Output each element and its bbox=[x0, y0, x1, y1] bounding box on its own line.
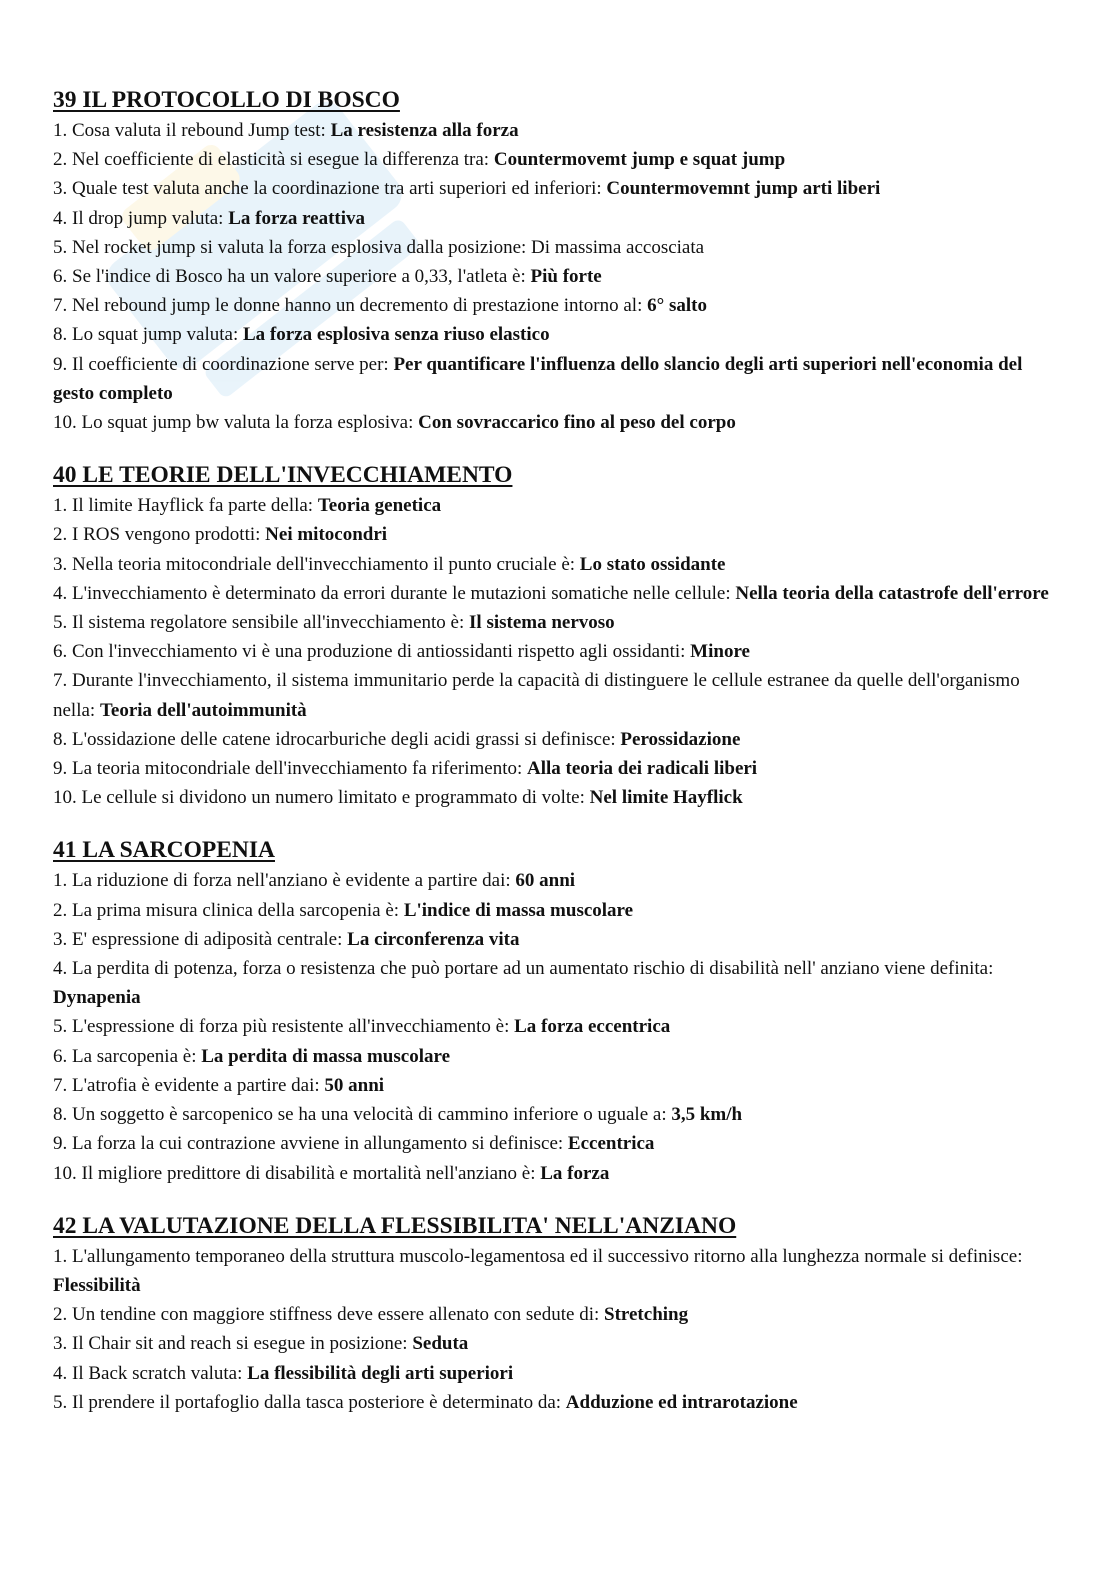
answer-text: Nel limite Hayflick bbox=[589, 787, 743, 809]
answer-text: Per quantificare l'influenza dello slancio degli arti superiori nell'economia del gesto completo bbox=[53, 353, 1023, 404]
question-text: 3. Nella teoria mitocondriale dell'invecchiamento il punto cruciale è: bbox=[53, 553, 580, 575]
answer-text: Nella teoria della catastrofe dell'errore bbox=[735, 582, 1049, 604]
question-item bbox=[53, 291, 1063, 320]
question-text: 2. I ROS vengono prodotti: bbox=[53, 524, 266, 546]
question-item bbox=[53, 1159, 1063, 1188]
question-text: 7. Nel rebound jump le donne hanno un decremento di prestazione intorno al: bbox=[53, 295, 648, 317]
section-42 bbox=[53, 1210, 1063, 1417]
question-item bbox=[53, 579, 1063, 608]
question-item bbox=[53, 866, 1063, 895]
question-item bbox=[53, 320, 1063, 349]
question-item bbox=[53, 896, 1063, 925]
question-item bbox=[53, 1129, 1063, 1158]
section-title: 39 IL PROTOCOLLO DI BOSCO bbox=[53, 87, 400, 113]
question-item bbox=[53, 491, 1063, 520]
question-item bbox=[53, 666, 1063, 724]
answer-text: Teoria genetica bbox=[317, 495, 442, 517]
question-text: 6. Con l'invecchiamento vi è una produzione di antiossidanti rispetto agli ossidanti: bbox=[53, 641, 691, 663]
answer-text: La circonferenza vita bbox=[347, 928, 520, 950]
answer-text: Nei mitocondri bbox=[265, 524, 388, 546]
question-text: 4. La perdita di potenza, forza o resistenza che può portare ad un aumentato rischio di disabilità nell' anziano viene definita: bbox=[53, 958, 994, 980]
question-text: 1. La riduzione di forza nell'anziano è evidente a partire dai: bbox=[53, 870, 516, 892]
question-text: 3. E' espressione di adiposità centrale: bbox=[53, 928, 348, 950]
question-text: 4. Il Back scratch valuta: bbox=[53, 1362, 248, 1384]
answer-text: Più forte bbox=[530, 266, 602, 288]
question-text: 6. Se l'indice di Bosco ha un valore superiore a 0,33, l'atleta è: bbox=[53, 266, 531, 288]
question-text: 1. Il limite Hayflick fa parte della: bbox=[53, 495, 318, 517]
question-item bbox=[53, 145, 1063, 174]
section-title: 42 LA VALUTAZIONE DELLA FLESSIBILITA' NELL'ANZIANO bbox=[53, 1212, 737, 1239]
question-text: 9. Il coefficiente di coordinazione serve per: bbox=[53, 353, 394, 375]
answer-text: L'indice di massa muscolare bbox=[403, 899, 634, 921]
question-text: 1. Cosa valuta il rebound Jump test: bbox=[53, 120, 331, 141]
question-item bbox=[53, 783, 1063, 812]
question-item bbox=[53, 925, 1063, 954]
question-item bbox=[53, 754, 1063, 783]
answer-text: La forza eccentrica bbox=[514, 1016, 671, 1038]
answer-text: 60 anni bbox=[515, 870, 576, 892]
question-item bbox=[53, 637, 1063, 666]
question-item bbox=[53, 520, 1063, 549]
answer-text: Dynapenia bbox=[53, 987, 141, 1009]
question-text: 3. Il Chair sit and reach si esegue in posizione: bbox=[53, 1333, 413, 1355]
section-40 bbox=[53, 459, 1063, 812]
question-text: 10. Le cellule si dividono un numero limitato e programmato di volte: bbox=[53, 787, 590, 809]
answer-text: Adduzione ed intrarotazione bbox=[565, 1391, 798, 1413]
question-item bbox=[53, 954, 1063, 1012]
question-item bbox=[53, 233, 1063, 262]
answer-text: Stretching bbox=[604, 1304, 689, 1326]
section-41 bbox=[53, 834, 1063, 1187]
answer-text: La forza esplosiva senza riuso elastico bbox=[242, 324, 550, 346]
question-item bbox=[53, 608, 1063, 637]
question-item bbox=[53, 408, 1063, 437]
answer-text: Il sistema nervoso bbox=[469, 612, 615, 634]
answer-text: Seduta bbox=[412, 1333, 469, 1355]
answer-text: Countermovemnt jump arti liberi bbox=[606, 178, 881, 200]
question-item bbox=[53, 1012, 1063, 1041]
question-text: 8. Un soggetto è sarcopenico se ha una velocità di cammino inferiore o uguale a: bbox=[53, 1104, 672, 1126]
question-item bbox=[53, 1388, 1063, 1417]
question-text: 3. Quale test valuta anche la coordinazione tra arti superiori ed inferiori: bbox=[53, 178, 607, 200]
question-text: 9. La forza la cui contrazione avviene in allungamento si definisce: bbox=[53, 1133, 568, 1155]
question-text: 2. La prima misura clinica della sarcopenia è: bbox=[53, 899, 404, 921]
question-item bbox=[53, 725, 1063, 754]
question-text: 9. La teoria mitocondriale dell'invecchiamento fa riferimento: bbox=[53, 758, 528, 780]
answer-text: Con sovraccarico fino al peso del corpo bbox=[418, 412, 736, 434]
question-item bbox=[53, 262, 1063, 291]
section-title: 41 LA SARCOPENIA bbox=[53, 837, 275, 864]
answer-text: La flessibilità degli arti superiori bbox=[247, 1362, 514, 1384]
answer-text: Flessibilità bbox=[53, 1274, 141, 1296]
question-text: 7. Durante l'invecchiamento, il sistema immunitario perde la capacità di distinguere le cellule estranee da quelle dell'organismo nella: bbox=[53, 670, 1020, 721]
question-text: 5. L'espressione di forza più resistente all'invecchiamento è: bbox=[53, 1016, 515, 1038]
question-text: 5. Il prendere il portafoglio dalla tasca posteriore è determinato da: bbox=[53, 1391, 566, 1413]
question-item bbox=[53, 550, 1063, 579]
question-item bbox=[53, 1042, 1063, 1071]
question-text: 2. Un tendine con maggiore stiffness deve essere allenato con sedute di: bbox=[53, 1304, 605, 1326]
question-item bbox=[53, 350, 1063, 408]
answer-text: Minore bbox=[690, 641, 750, 663]
question-text: 10. Il migliore predittore di disabilità e mortalità nell'anziano è: bbox=[53, 1162, 541, 1184]
question-item bbox=[53, 1300, 1063, 1329]
question-item bbox=[53, 1100, 1063, 1129]
question-item bbox=[53, 116, 1063, 145]
question-text: 8. Lo squat jump valuta: bbox=[53, 324, 243, 346]
answer-text: La resistenza alla forza bbox=[330, 120, 519, 141]
question-text: 2. Nel coefficiente di elasticità si esegue la differenza tra: bbox=[53, 149, 494, 171]
question-text: 4. L'invecchiamento è determinato da errori durante le mutazioni somatiche nelle cellule: bbox=[53, 582, 736, 604]
answer-text: Perossidazione bbox=[620, 728, 741, 750]
answer-text: Alla teoria dei radicali liberi bbox=[527, 758, 758, 780]
question-text: 4. Il drop jump valuta: bbox=[53, 207, 229, 229]
question-text: 6. La sarcopenia è: bbox=[53, 1045, 202, 1067]
question-item bbox=[53, 174, 1063, 203]
question-text: 8. L'ossidazione delle catene idrocarburiche degli acidi grassi si definisce: bbox=[53, 728, 621, 750]
answer-text: Eccentrica bbox=[567, 1133, 655, 1155]
question-text: 5. Il sistema regolatore sensibile all'invecchiamento è: bbox=[53, 612, 470, 634]
answer-text: Countermovemt jump e squat jump bbox=[493, 149, 786, 171]
question-text: 7. L'atrofia è evidente a partire dai: bbox=[53, 1074, 325, 1096]
question-item bbox=[53, 1071, 1063, 1100]
answer-text: 3,5 km/h bbox=[671, 1104, 743, 1126]
section-title: 40 LE TEORIE DELL'INVECCHIAMENTO bbox=[53, 462, 513, 489]
answer-text: 6° salto bbox=[647, 295, 707, 317]
document-page bbox=[53, 84, 1063, 1439]
question-item bbox=[53, 1242, 1063, 1300]
answer-text: La perdita di massa muscolare bbox=[201, 1045, 450, 1067]
answer-text: Lo stato ossidante bbox=[579, 553, 726, 575]
question-item bbox=[53, 1329, 1063, 1358]
question-item bbox=[53, 1359, 1063, 1388]
answer-text: La forza reattiva bbox=[228, 207, 366, 229]
answer-text: La forza bbox=[540, 1162, 610, 1184]
question-item bbox=[53, 204, 1063, 233]
section-39 bbox=[53, 84, 1063, 437]
answer-text: Teoria dell'autoimmunità bbox=[99, 699, 307, 721]
question-text: 5. Nel rocket jump si valuta la forza esplosiva dalla posizione: Di massima accosciata bbox=[53, 236, 705, 258]
question-text: 10. Lo squat jump bw valuta la forza esplosiva: bbox=[53, 412, 419, 434]
question-text: 1. L'allungamento temporaneo della struttura muscolo-legamentosa ed il successivo ritorno alla lunghezza normale si definisce: bbox=[53, 1245, 1023, 1267]
answer-text: 50 anni bbox=[324, 1074, 385, 1096]
